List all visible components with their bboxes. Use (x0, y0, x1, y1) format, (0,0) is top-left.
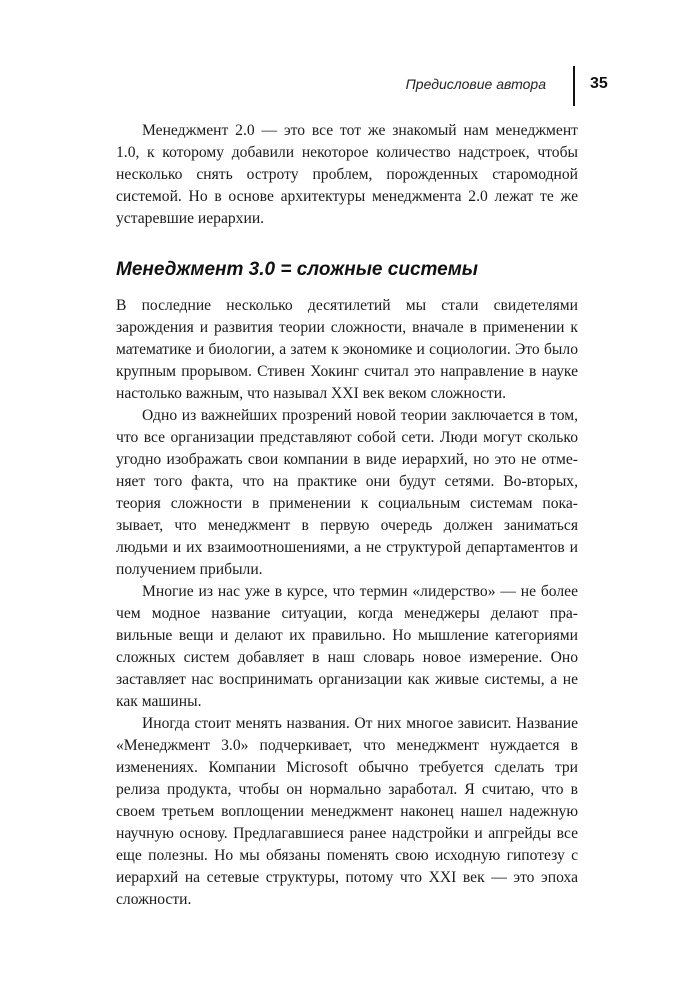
body-paragraph-1: В последние несколько десятилетий мы стали свидетелями зарождения и развития теории сложности, вначале в применении к математике и биологии, а затем к экономике и социологии. Это было крупным прорывом. Стивен Хокинг считал это направление в науке настолько важным, что называл XXI век веком сложности. (116, 297, 578, 402)
body-paragraph-4: Иногда стоит менять названия. От них многое зависит. Название «Менеджмент 3.0» подчеркивает, что менеджмент нуждается в изменениях. Компании Microsoft обычно требуется сделать три релиза продукта, чтобы он нормально заработал. Я считаю, что в своем третьем воплощении менеджмент наконец нашел надежную научную основу. Предлагавшиеся ранее надстройки и апгрейды все еще полезны. Но мы обязаны поменять свою исходную гипотезу с иерархий на сетевые структуры, потому что XXI век — это эпоха сложности. (116, 715, 578, 908)
body-paragraph-2: Одно из важнейших прозрений новой теории заключается в том, что все организации представляют собой сети. Люди могут сколько угодно изображать свои компании в виде иерархий, но это не отменяет того факта, что на практике они будут сетями. Во-вторых, теория сложности в применении к социальным системам показывает, что менеджмент в первую очередь должен заниматься людьми и их взаимоотношениями, а не структурой департаментов и получением прибыли. (116, 407, 578, 578)
page-body (116, 120, 578, 911)
section-heading: Менеджмент 3.0 = сложные системы (116, 259, 479, 280)
intro-paragraph: Менеджмент 2.0 — это все тот же знакомый нам менеджмент 1.0, к которому добавили некоторое количество надстроек, чтобы несколько снять остроту проблем, порожденных старомодной системой. Но в основе архитектуры менеджмента 2.0 лежат те же устаревшие иерархии. (116, 122, 578, 227)
header-divider (573, 66, 575, 106)
body-paragraph-3: Многие из нас уже в курсе, что термин «лидерство» — не более чем модное название ситуации, когда менеджеры делают правильные вещи и делают их правильно. Но мышление категориями сложных систем добавляет в наш словарь новое измерение. Оно заставляет нас воспринимать организации как живые системы, а не как машины. (116, 583, 578, 710)
running-head-title: Предисловие автора (405, 76, 546, 92)
page-number: 35 (590, 75, 608, 92)
